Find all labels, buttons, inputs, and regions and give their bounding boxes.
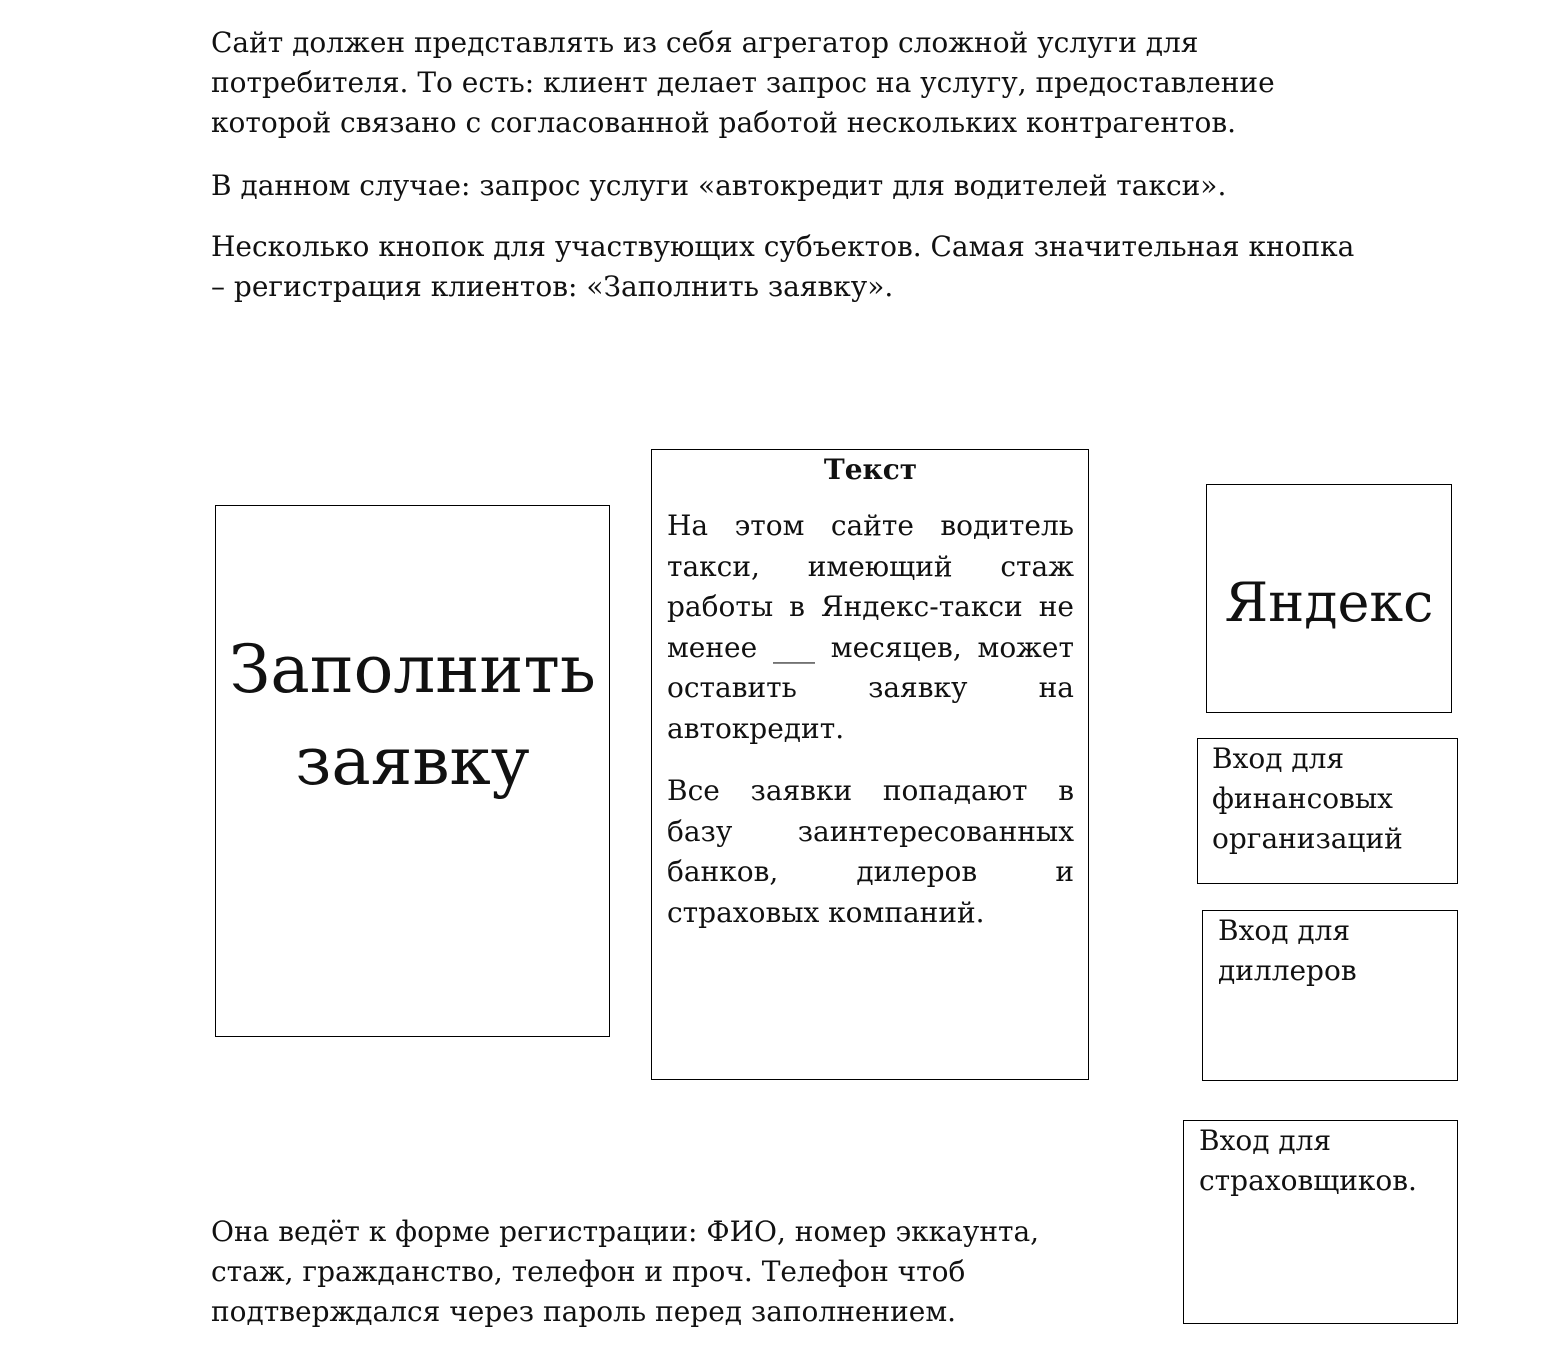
financial-login-label: Вход для финансовых организаций [1212,742,1403,855]
intro-paragraph-1: Сайт должен представлять из себя агрегатор сложной услуги для потребителя. То есть: клиент делает запрос на услугу, предоставление которой связано с согласованной работой нескольких контрагентов. [211,26,1275,139]
info-text-box [651,449,1089,1080]
intro-paragraph-2: В данном случае: запрос услуги «автокредит для водителей такси». [211,169,1227,202]
outro-paragraph: Она ведёт к форме регистрации: ФИО, номер эккаунта, стаж, гражданство, телефон и проч. Телефон чтоб подтверждался через пароль перед заполнением. [211,1215,1040,1328]
info-text-paragraph-1: На этом сайте водитель такси, имеющий стаж работы в Яндекс-такси не менее ___ месяцев, может оставить заявку на автокредит. [667,509,1074,745]
yandex-login-button[interactable] [1206,484,1452,713]
yandex-label: Яндекс [1224,570,1434,634]
dealers-login-label: Вход для диллеров [1218,914,1357,987]
intro-paragraph-3: Несколько кнопок для участвующих субъектов. Самая значительная кнопка – регистрация клиентов: «Заполнить заявку». [211,230,1355,303]
financial-login-button[interactable] [1197,738,1458,884]
insurers-login-button[interactable] [1183,1120,1458,1324]
fill-application-label: Заполнить заявку [229,631,596,800]
fill-application-button[interactable] [215,505,610,1037]
info-text-title: Текст [823,453,918,486]
dealers-login-button[interactable] [1202,910,1458,1081]
info-text-paragraph-2: Все заявки попадают в базу заинтересованных банков, дилеров и страховых компаний. [667,774,1074,929]
insurers-login-label: Вход для страховщиков. [1199,1124,1417,1197]
